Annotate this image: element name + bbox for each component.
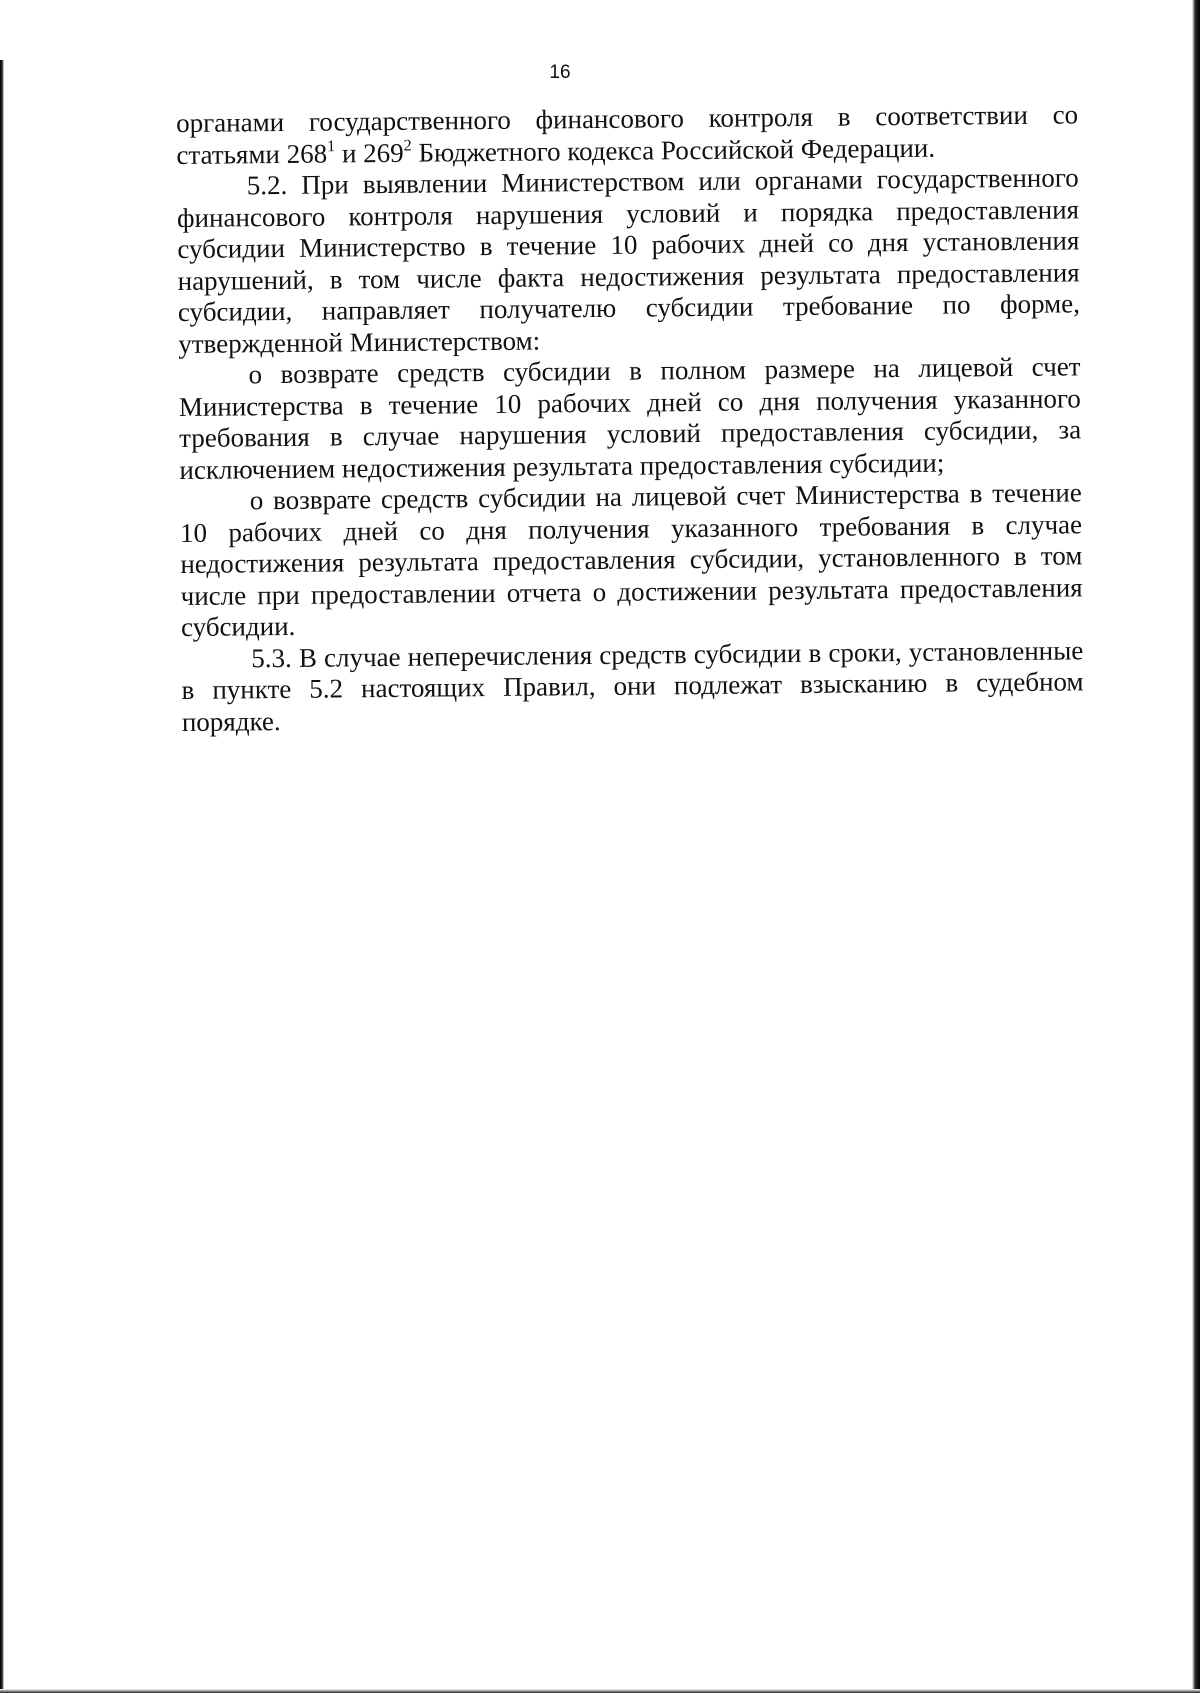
paragraph-5-1-continuation bbox=[176, 99, 1079, 171]
page-number: 16 bbox=[549, 62, 571, 83]
scan-edge-bottom bbox=[0, 1689, 1200, 1693]
superscript-1: 1 bbox=[327, 136, 336, 155]
paragraph-return-full: о возврате средств субсидии в полном размере на лицевой счет Министерства в течение 10 рабочих дней со дня получения указанного требования в случае нарушения условий предоставления субсидии, за исключением недостижения результата предоставления субсидии; bbox=[178, 351, 1082, 485]
paragraph-text: органами государственного финансового контроля в соответствии со статьями 268 bbox=[176, 99, 1079, 170]
paragraph-text: и 269 bbox=[335, 137, 404, 168]
paragraph-5-3: 5.3. В случае неперечисления средств субсидии в сроки, установленные в пункте 5.2 настоящих Правил, они подлежат взысканию в судебном порядке. bbox=[181, 634, 1084, 737]
superscript-2: 2 bbox=[403, 135, 412, 154]
paragraph-text: Бюджетного кодекса Российской Федерации. bbox=[411, 132, 936, 168]
scan-edge-left bbox=[0, 60, 4, 1693]
paragraph-5-2: 5.2. При выявлении Министерством или органами государственного финансового контроля нарушения условий и порядка предоставления субсидии Министерство в течение 10 рабочих дней со дня установления нарушений, в том числе факта недостижения результата предоставления субсидии, направляет получателю субсидии требование по форме, утвержденной Министерством: bbox=[176, 162, 1081, 359]
document-body bbox=[176, 99, 1084, 738]
paragraph-return-result: о возврате средств субсидии на лицевой счет Министерства в течение 10 рабочих дней со дня получения указанного требования в случае недостижения результата предоставления субсидии, установленного в том числе при предоставлении отчета о достижении результата предоставления субсидии. bbox=[179, 477, 1083, 642]
scan-edge-right bbox=[1192, 0, 1200, 1693]
